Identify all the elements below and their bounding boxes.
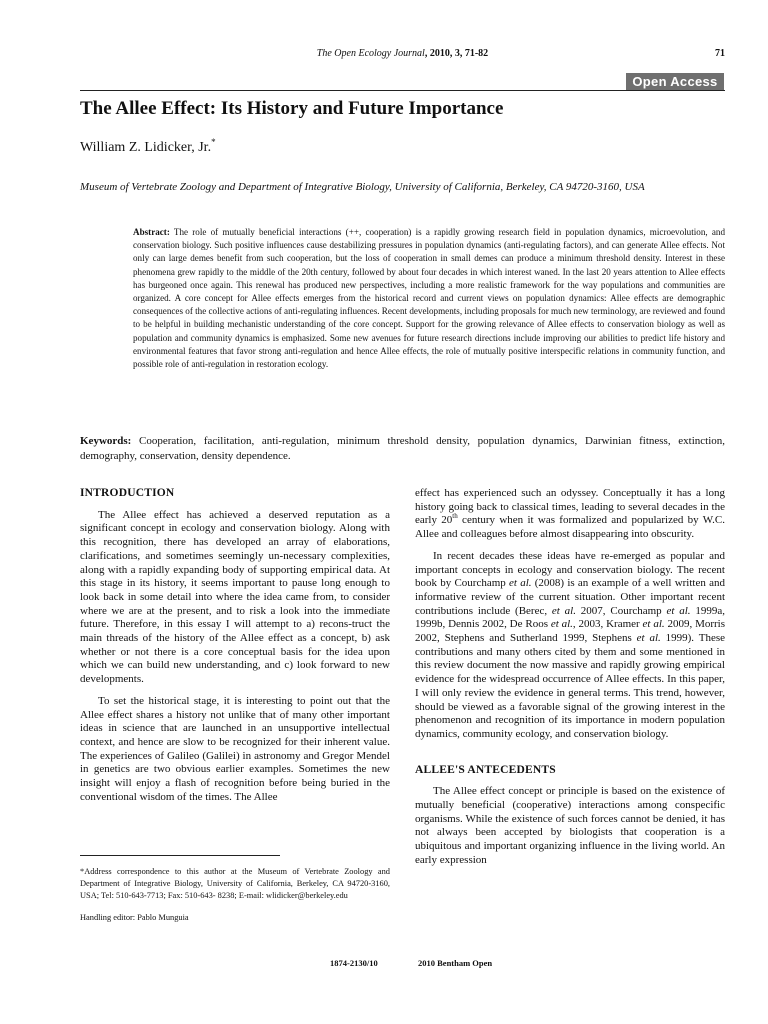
author-name: William Z. Lidicker, Jr. <box>80 140 212 155</box>
footnote <box>80 866 390 924</box>
running-head-citation <box>80 48 725 59</box>
issn: 1874-2130/10 <box>330 958 378 968</box>
abstract-text: The role of mutually beneficial interactions (++, cooperation) is a rapidly growing research field in population dynamics, microevolution, and conservation biology. Such positive influences cause destabilizing pressures in population dynamics (anti-regulating factors), and can generate Allee effects. Not only can large demes benefit from such cooperation, but the loss of cooperation in small demes can produce a minimum threshold density. Interest in these phenomena grew rapidly to the middle of the 20th century, followed by about four decades in which interest waned. In the last 20 years attention to Allee effects has burgeoned once again. This renewal has produced new perspectives, including a more realistic framework for the way populations and communities are organized. A core concept for Allee effects emerges from the historical record and current views on population dynamics: Allee effects are demographic consequences of the collective actions of anti-regulating influences. Recent developments, including proposals for much new terminology, are reviewed and found to be helpful in building mechanistic understanding of the core concept. Support for the growing relevance of Allee effects to conservation biology as well as population and community dynamics is emphasized. Some new avenues for future research directions include improving our abilities to predict life history and environmental features that favor strong anti-regulation and hence Allee effects, the role of mutually positive interspecific relations in community function, and possible role of anti-regulation in restoration ecology. <box>133 227 725 370</box>
open-access-badge: Open Access <box>626 73 724 90</box>
left-column <box>80 487 390 812</box>
intro-paragraph-3 <box>415 550 725 742</box>
section-heading-antecedents: ALLEE'S ANTECEDENTS <box>415 763 556 776</box>
author-affiliation: Museum of Vertebrate Zoology and Department of Integrative Biology, University of California, Berkeley, CA 94720-3160, USA <box>80 181 645 193</box>
et-al: et al. <box>509 577 532 590</box>
et-al: et al. <box>636 632 661 645</box>
keywords <box>80 434 725 464</box>
intro-paragraph-continued <box>415 487 725 542</box>
text-run: 1999). These contributions and many others cited by them and some mentioned in this review document the now massive and rapidly growing empirical evidence for the widespread occurrence of Allee effects. In this paper, I will only review the evidence in general terms. This trend, however, should be viewed as a favorable signal of the growing interest in the phenomenon and recognition of its importance in modern population dynamics, community ecology, and conservation biology. <box>415 632 725 740</box>
author-footnote-mark: * <box>211 137 216 147</box>
text-run: 2007, Courchamp <box>575 604 667 617</box>
intro-paragraph-1: The Allee effect has achieved a deserved reputation as a significant concept in ecology and conservation biology. Along with this recognition, there has developed an array of elaborations, clarifications, and sometimes seemingly un-necessary complexities, along with a rapidly expanding body of supporting empirical data. At this stage in its history, it seems important to pause long enough to look back in some detail into where the idea came from, to consider where we are at the present, and to risk a look into the immediate future. Therefore, in this essay I will attempt to a) recons-truct the main threads of the history of the Allee effect as a concept, b) ask whether or not there is a core conceptual basis for the idea upon which we can build new understanding, and c) look forward to new developments. <box>80 508 390 686</box>
et-al: et al. <box>550 618 573 631</box>
correspondence-note: *Address correspondence to this author at the Museum of Vertebrate Zoology and Department of Integrative Biology, University of California, Berkeley, CA 94720-3160, USA; Tel: 510-643-7713; Fax: 510-643- 8238; E-mail: wlidicker@berkeley.edu <box>80 867 390 900</box>
antecedents-paragraph-1: The Allee effect concept or principle is based on the existence of mutually beneficial (cooperative) interactions among conspecific organisms. While the existence of such forces cannot be denied, it has not always been accepted by biologists that cooperation is a ubiquitous and important organizing influence in the living world. An early expression <box>415 785 725 866</box>
text-run: , 2003, Kramer <box>572 618 643 631</box>
intro-paragraph-2: To set the historical stage, it is interesting to point out that the Allee effect shares a history not unlike that of many other important ideas in science that are launched in an unsupportive intellectual context, and hence are slow to be recognized for their inherent value. The experiences of Galileo (Galilei) in astronomy and Gregor Mendel in genetics are two obvious earlier examples. Sometimes the new insight will enjoy a flash of recognition before being buried in the conventional wisdom of the times. The Allee <box>80 694 390 803</box>
running-head <box>80 48 725 62</box>
et-al: et al. <box>666 604 691 617</box>
keywords-text: Cooperation, facilitation, anti-regulation, minimum threshold density, population dynamics, Darwinian fitness, extinction, demography, conservation, density dependence. <box>80 435 725 462</box>
et-al: et al. <box>551 604 576 617</box>
abstract-label: Abstract: <box>133 227 170 237</box>
text-run: In recent decades these ideas have re-emerged as popular and important concepts in ecology and conservation biology. The recent book by Courchamp <box>415 549 725 590</box>
et-al: et al. <box>642 618 665 631</box>
journal-name: The Open Ecology Journal <box>316 48 425 59</box>
volume-info: , 2010, 3, 71-82 <box>424 48 489 59</box>
footnote-rule <box>80 855 280 856</box>
text-run: century when it was formalized and popularized by W.C. Allee and colleagues before almost disappearing into obscurity. <box>415 514 725 541</box>
keywords-label: Keywords: <box>80 435 132 447</box>
abstract <box>133 226 725 371</box>
page-footer <box>80 958 725 972</box>
right-column <box>415 487 725 876</box>
text-run: 1999a, 1999b, Dennis 2002, De Roos <box>415 604 725 631</box>
section-heading-introduction: INTRODUCTION <box>80 487 175 499</box>
page-number: 71 <box>715 48 725 59</box>
superscript: th <box>452 512 458 521</box>
text-run: effect has experienced such an odyssey. Conceptually it has a long history going back to classical times, leading to several decades in the early 20 <box>415 487 725 527</box>
text-run: (2008) is an example of a well written and informative review of the current situation. Other important recent contributions include (Berec, <box>415 577 725 617</box>
text-run: 2009, Morris 2002, Stephens and Sutherland 1999, Stephens <box>415 618 726 645</box>
handling-editor-note: Handling editor: Pablo Munguia <box>80 913 189 922</box>
copyright: 2010 Bentham Open <box>418 958 493 968</box>
article-title: The Allee Effect: Its History and Future Importance <box>80 98 504 119</box>
author-line <box>80 137 725 156</box>
header-rule <box>80 90 725 91</box>
